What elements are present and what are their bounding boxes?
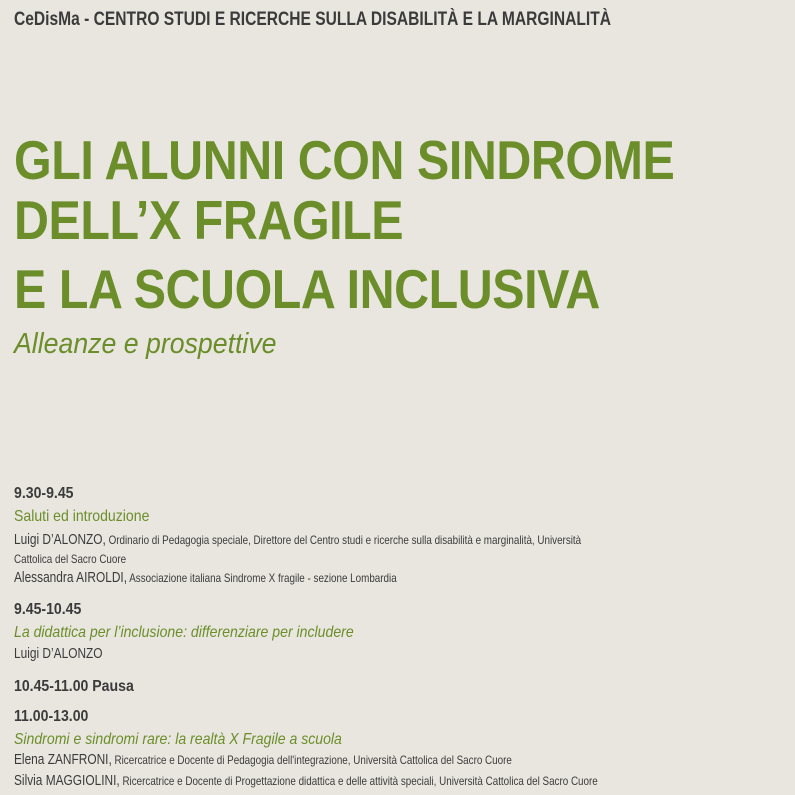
speaker-role: Ricercatrice e Docente di Pedagogia dell'integrazione, Università Cattolica del Sacro Cuore: [111, 753, 512, 767]
title-line-2: DELL’X FRAGILE: [14, 189, 404, 251]
speaker-role: Cattolica del Sacro Cuore: [14, 552, 127, 566]
speaker-role: Ricercatrice e Docente di Progettazione didattica e delle attività speciali, Università Cattolica del Sacro Cuore: [119, 774, 598, 788]
session-topic: Sindromi e sindromi rare: la realtà X Fragile a scuola: [14, 731, 342, 748]
session-time: 11.00-13.00: [14, 708, 89, 725]
speaker-role-continued: [14, 550, 126, 566]
speaker-name: Silvia MAGGIOLINI,: [14, 773, 120, 789]
org-acronym: CeDisMa: [14, 9, 80, 30]
title-line-3: E LA SCUOLA INCLUSIVA: [14, 258, 600, 320]
speaker: [14, 751, 512, 768]
speaker: [14, 531, 581, 548]
session-time: 9.30-9.45: [14, 485, 74, 502]
speaker: [14, 772, 598, 789]
speaker-name: Luigi D’ALONZO,: [14, 532, 106, 548]
speaker-role: Associazione italiana Sindrome X fragile - sezione Lombardia: [127, 571, 397, 585]
session-time: 9.45-10.45: [14, 601, 82, 618]
subtitle: Alleanze e prospettive: [14, 328, 277, 360]
header: [14, 9, 611, 31]
session-topic: Saluti ed introduzione: [14, 508, 150, 525]
org-full-name: CENTRO STUDI E RICERCHE SULLA DISABILITÀ E LA MARGINALITÀ: [93, 9, 611, 30]
speaker-name: Alessandra AIROLDI,: [14, 570, 128, 586]
speaker-name: Elena ZANFRONI,: [14, 752, 112, 768]
speaker: [14, 569, 397, 586]
speaker-name: Luigi D’ALONZO: [14, 646, 103, 662]
speaker: [14, 645, 103, 662]
session-topic: La didattica per l’inclusione: differenziare per includere: [14, 624, 354, 641]
session-time: 10.45-11.00 Pausa: [14, 678, 134, 695]
header-separator: -: [79, 9, 94, 30]
speaker-role: Ordinario di Pedagogia speciale, Direttore del Centro studi e ricerche sulla disabilità e marginalità, Università: [105, 533, 582, 547]
title-line-1: GLI ALUNNI CON SINDROME: [14, 129, 675, 191]
